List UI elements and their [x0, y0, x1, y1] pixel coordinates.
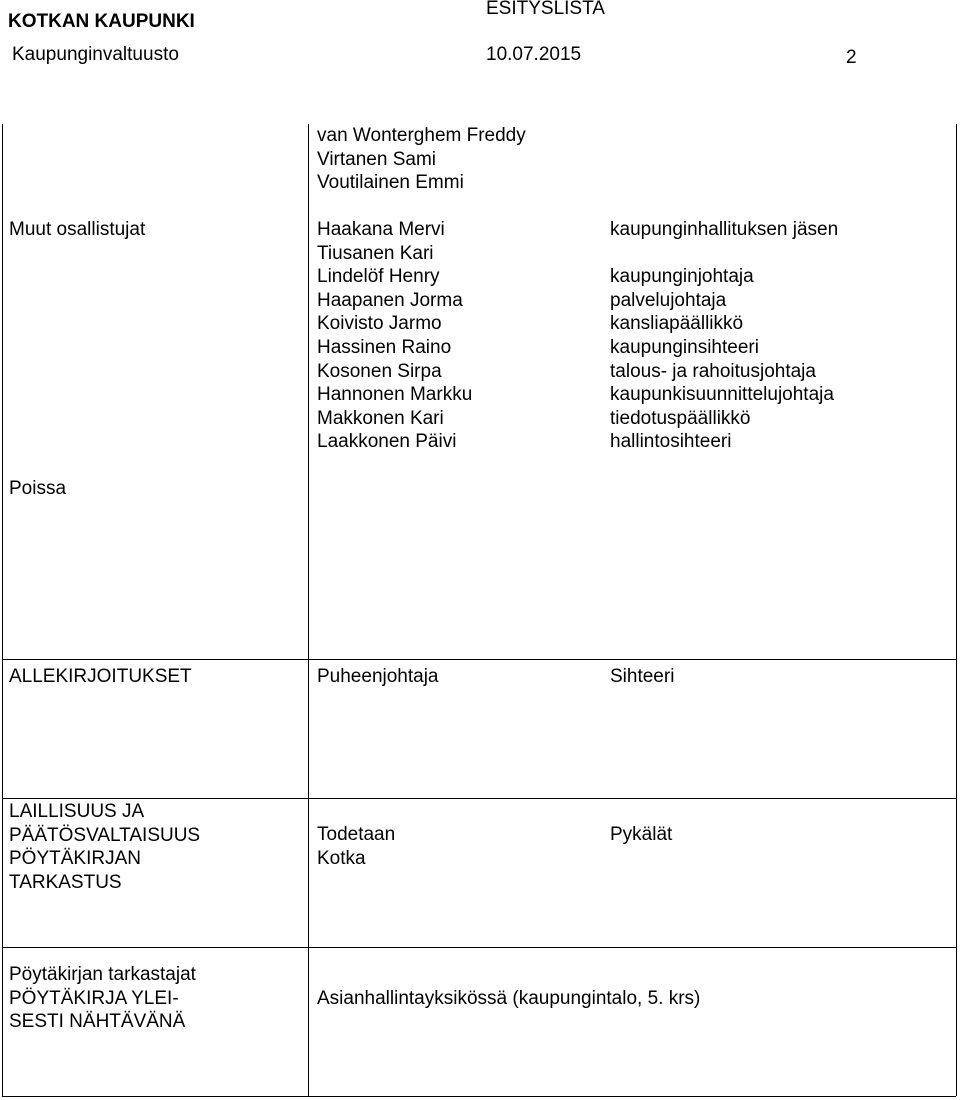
participant-role: kaupunginsihteeri [610, 336, 759, 358]
meeting-body: Kaupunginvaltuusto [12, 44, 179, 65]
table-column-divider [308, 124, 309, 1096]
participant-name: Makkonen Kari [317, 407, 444, 429]
others-roles [610, 218, 838, 454]
participant-role: talous- ja rahoitusjohtaja [610, 360, 816, 382]
participant-name: Haapanen Jorma [317, 289, 463, 311]
sections-label: Pykälät [610, 824, 673, 845]
row-divider-legality [2, 947, 956, 948]
secretary-signature-label: Sihteeri [610, 666, 675, 687]
participant-name: Tiusanen Kari [317, 242, 434, 264]
public-display-label: SESTI NÄHTÄVÄNÄ [9, 1011, 186, 1033]
participant-name: Laakkonen Päivi [317, 431, 457, 453]
others-names [317, 218, 472, 454]
meeting-date: 10.07.2015 [486, 44, 582, 65]
legality-label-line: PÖYTÄKIRJAN [9, 848, 141, 870]
row-divider-absent [2, 659, 956, 660]
attendee-name: Voutilainen Emmi [317, 172, 464, 194]
public-display-label: PÖYTÄKIRJA YLEI- [9, 987, 179, 1009]
participant-name: Haakana Mervi [317, 219, 445, 240]
document-type: ESITYSLISTA [486, 0, 605, 19]
absent-label: Poissa [9, 478, 67, 499]
legality-label [9, 800, 200, 894]
participant-role: tiedotuspäällikkö [610, 407, 751, 429]
participant-name: Kosonen Sirpa [317, 360, 442, 382]
signatures-label: ALLEKIRJOITUKSET [9, 666, 192, 687]
participant-name: Hassinen Raino [317, 336, 452, 358]
place-text: Kotka [317, 847, 366, 869]
participant-role: kaupunginhallituksen jäsen [610, 219, 839, 240]
legality-label-line: LAILLISUUS JA [9, 801, 145, 822]
inspectors-label: Pöytäkirjan tarkastajat [9, 964, 196, 985]
legality-label-line: TARKASTUS [9, 871, 122, 893]
participant-role [610, 242, 838, 266]
organization-name: KOTKAN KAUPUNKI [8, 11, 195, 32]
participant-name: Hannonen Markku [317, 384, 473, 406]
attendee-name: Virtanen Sami [317, 148, 436, 170]
page-number: 2 [846, 47, 857, 68]
row-divider-signatures [2, 798, 956, 799]
chair-signature-label: Puheenjohtaja [317, 666, 439, 687]
legality-label-line: PÄÄTÖSVALTAISUUS [9, 824, 201, 846]
participant-name: Lindelöf Henry [317, 266, 440, 288]
declared-text: Todetaan [317, 824, 396, 845]
table-right-border [956, 124, 957, 1096]
participant-role: kaupunginjohtaja [610, 266, 754, 288]
table-left-border [2, 124, 3, 1096]
table-bottom-border [2, 1096, 956, 1097]
display-location: Asianhallintayksikössä (kaupungintalo, 5. krs) [317, 988, 701, 1009]
inspection-label [9, 963, 196, 1034]
participant-role: kaupunkisuunnittelujohtaja [610, 384, 834, 406]
participant-role: hallintosihteeri [610, 431, 732, 453]
participant-role: kansliapäällikkö [610, 313, 744, 335]
others-label: Muut osallistujat [9, 219, 146, 240]
attendees-continued [317, 124, 526, 195]
legality-declaration [317, 823, 395, 870]
participant-name: Koivisto Jarmo [317, 313, 442, 335]
attendee-name: van Wonterghem Freddy [317, 125, 526, 146]
participant-role: palvelujohtaja [610, 289, 727, 311]
